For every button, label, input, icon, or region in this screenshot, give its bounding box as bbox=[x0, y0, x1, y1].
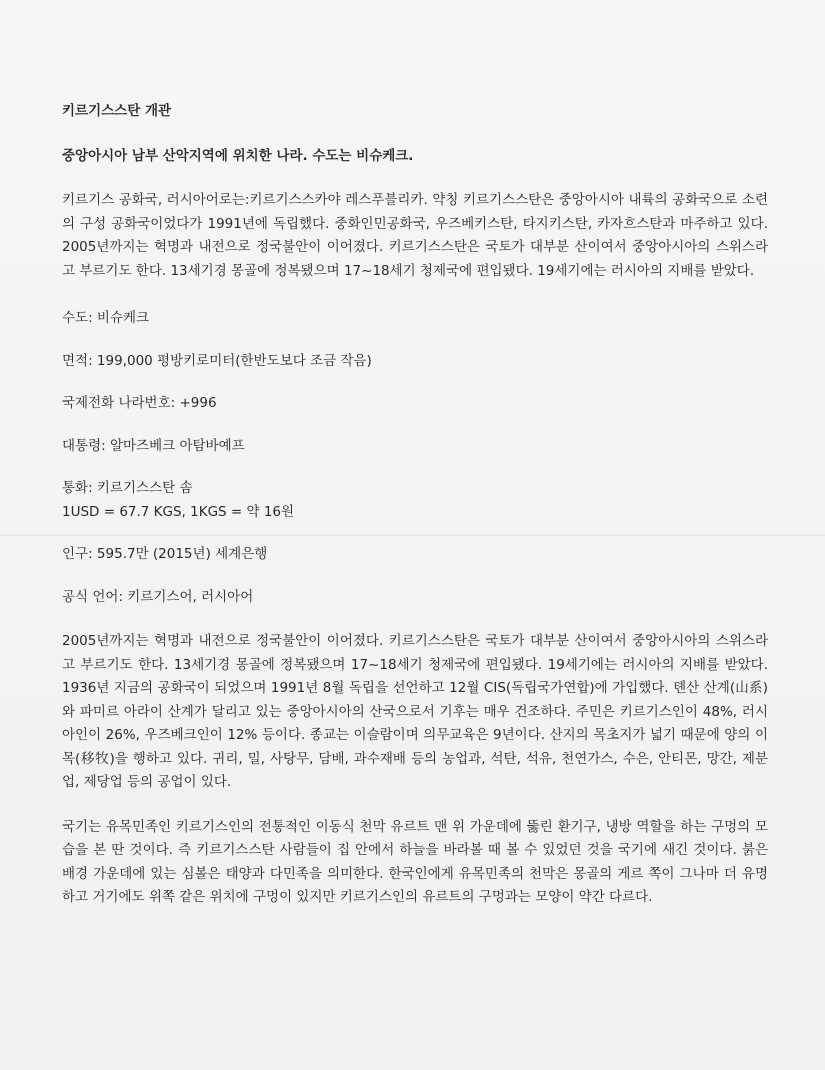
document-subtitle: 중앙아시아 남부 산악지역에 위치한 나라. 수도는 비슈케크. bbox=[62, 147, 414, 164]
fact-language: 공식 언어: 키르기스어, 러시아어 bbox=[62, 588, 254, 605]
fact-phone-code: 국제전화 나라번호: +996 bbox=[62, 395, 217, 411]
document-title: 키르기스스탄 개관 bbox=[62, 103, 172, 119]
fact-currency: 통화: 키르기스스탄 솜 bbox=[62, 480, 193, 496]
fact-population: 인구: 595.7만 (2015년) 세계은행 bbox=[62, 546, 268, 562]
document-body bbox=[62, 100, 768, 910]
intro-paragraph: 키르기스 공화국, 러시아어로는:키르기스스카야 레스푸블리카. 약칭 키르기스스탄은 중앙아시아 내륙의 공화국으로 소련의 구성 공화국이었다가 1991년에 독립했다. 중화인민공화국, 우즈베키스탄, 타지키스탄, 카자흐스탄과 마주하고 있다. 2005년까지는 혁명과 내전으로 정국불안이 이어졌다. 키르기스스탄은 국토가 대부분 산이여서 중앙아시아의 스위스라고 부르기도 한다. 13세기경 몽골에 정복됐으며 17~18세기 청제국에 편입됐다. 19세기에는 러시아의 지배를 받았다. bbox=[62, 192, 768, 279]
fact-capital: 수도: 비슈케크 bbox=[62, 310, 150, 326]
flag-paragraph: 국기는 유목민족인 키르기스인의 전통적인 이동식 천막 유르트 맨 위 가운데에 뚫린 환기구, 냉방 역할을 하는 구멍의 모습을 본 딴 것이다. 즉 키르기스스탄 사람들이 집 안에서 하늘을 바라볼 때 볼 수 있었던 것을 국기에 새긴 것이다. 붉은 배경 가운데에 있는 심볼은 태양과 다민족을 의미한다. 한국인에게 유목민족의 천막은 몽골의 게르 쪽이 그나마 더 유명하고 거기에도 위쪽 같은 위치에 구멍이 있지만 키르기스인의 유르트의 구멍과는 모양이 약간 다르다. bbox=[62, 818, 768, 905]
fact-president: 대통령: 알마즈베크 아탐바예프 bbox=[62, 437, 245, 454]
fact-exchange-rate: 1USD = 67.7 KGS, 1KGS = 약 16원 bbox=[62, 503, 295, 520]
fact-area: 면적: 199,000 평방키로미터(한반도보다 조금 작음) bbox=[62, 352, 372, 369]
history-paragraph: 2005년까지는 혁명과 내전으로 정국불안이 이어졌다. 키르기스스탄은 국토가 대부분 산이여서 중앙아시아의 스위스라고 부르기도 한다. 13세기경 몽골에 정복됐으며 17~18세기 청제국에 편입됐다. 19세기에는 러시아의 지배를 받았다. 1936년 지금의 공화국이 되었으며 1991년 8월 독립을 선언하고 12월 CIS(독립국가연합)에 가입했다. 톈산 산계(山系)와 파미르 아라이 산계가 달리고 있는 중앙아시아의 산국으로서 기후는 매우 건조하다. 주민은 키르기스인이 48%, 러시아인이 26%, 우즈베크인이 12% 등이다. 종교는 이슬람이며 의무교육은 9년이다. 산지의 목초지가 넓기 때문에 양의 이목(移牧)을 행하고 있다. 귀리, 밀, 사탕무, 담배, 과수재배 등의 농업과, 석탄, 석유, 천연가스, 수은, 안티몬, 망간, 제분업, 제당업 등의 공업이 있다. bbox=[62, 633, 768, 790]
